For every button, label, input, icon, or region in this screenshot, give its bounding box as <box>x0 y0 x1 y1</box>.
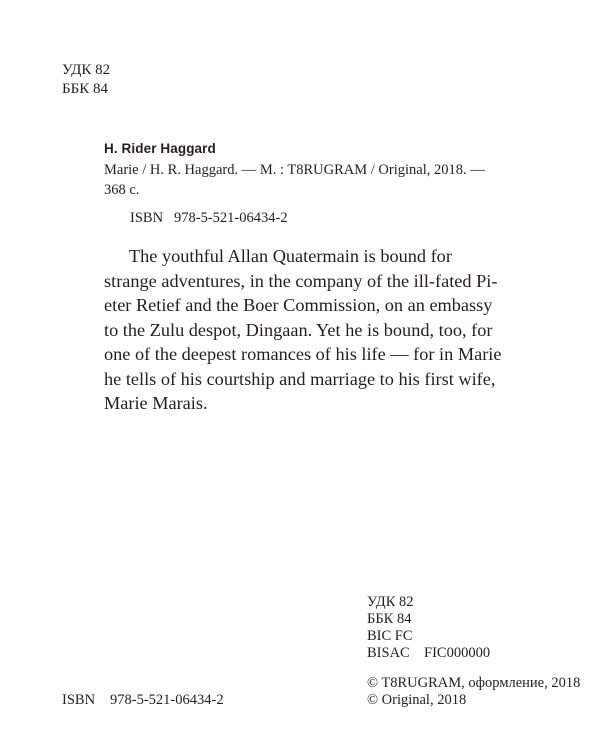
book-annotation <box>104 244 501 416</box>
classification-row <box>367 611 490 628</box>
copyright-notice <box>367 675 580 709</box>
classification-codes-bottom <box>367 594 490 662</box>
annotation-line: to the Zulu despot, Dingaan. Yet he is bound, too, for <box>104 319 493 340</box>
annotation-line: one of the deepest romances of his life — for in Marie <box>104 344 502 364</box>
classification-code: УДК 82 <box>367 594 414 610</box>
classification-row <box>367 594 490 611</box>
bibliographic-line: 368 c. <box>104 182 140 198</box>
isbn-top <box>130 210 288 227</box>
copyright-line: © T8RUGRAM, оформление, 2018 <box>367 675 581 691</box>
classification-code: BIC FC <box>367 628 413 644</box>
classification-row <box>367 628 490 645</box>
annotation-line: strange adventures, in the company of the ill-fated Pi- <box>104 270 498 291</box>
bibliographic-record <box>104 160 504 200</box>
classification-row <box>367 645 490 662</box>
udk-code: УДК 82 <box>62 62 111 78</box>
classification-code: BISAC <box>367 645 410 661</box>
annotation-line: he tells of his courtship and marriage to his first wife, <box>104 368 496 389</box>
author-name: H. Rider Haggard <box>104 141 216 156</box>
classification-value: FIC000000 <box>424 645 491 661</box>
annotation-line: Marie Marais. <box>104 393 208 413</box>
copyright-line: © Original, 2018 <box>367 692 467 708</box>
isbn-number: 978-5-521-06434-2 <box>110 692 224 708</box>
isbn-label: ISBN <box>130 210 164 226</box>
annotation-line: The youthful Allan Quatermain is bound for <box>129 246 452 266</box>
classification-code: ББК 84 <box>367 611 412 627</box>
isbn-label: ISBN <box>62 692 96 708</box>
isbn-number: 978-5-521-06434-2 <box>174 210 288 226</box>
bbk-code: ББК 84 <box>62 81 108 97</box>
annotation-line: eter Retief and the Boer Commission, on an embassy <box>104 295 493 315</box>
bibliographic-line: Marie / H. R. Haggard. — M. : T8RUGRAM / Original, 2018. — <box>104 162 485 178</box>
isbn-bottom <box>62 692 224 709</box>
classification-codes-top <box>62 61 110 99</box>
